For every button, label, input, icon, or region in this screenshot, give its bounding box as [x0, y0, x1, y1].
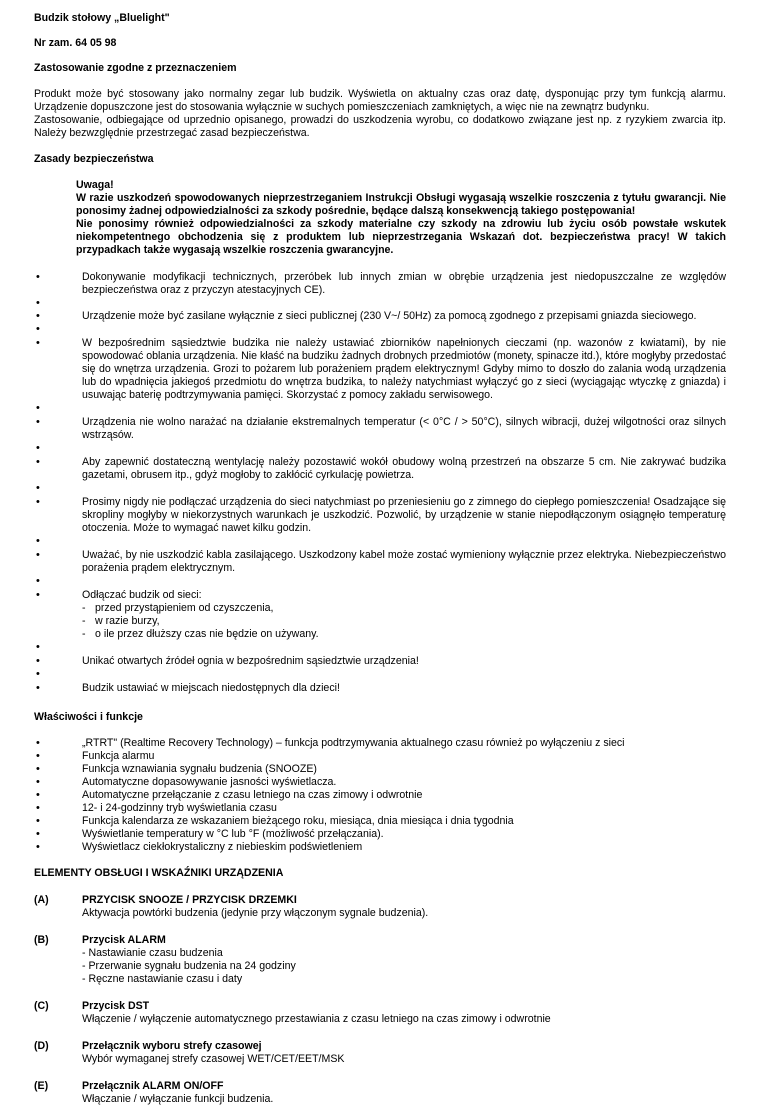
unplug-subitem: - w razie burzy, [82, 615, 726, 628]
feature-item: • „RTRT" (Realtime Recovery Technology) – funkcja podtrzymywania aktualnego czasu również po wyłączeniu z sieci [34, 737, 726, 750]
control-description: Włączenie / wyłączenie automatycznego przestawiania z czasu letniego na czas zimowy i odwrotnie [82, 1013, 551, 1025]
unplug-rule-text: Odłączać budzik od sieci: [82, 589, 202, 601]
features-list [34, 737, 726, 854]
list-item: • Uważać, by nie uszkodzić kabla zasilającego. Uszkodzony kabel może zostać wymieniony wyłącznie przez elektryka. Niebezpieczeństwo porażenia prądem elektrycznym. [34, 549, 726, 575]
feature-item: • Funkcja alarmu [34, 750, 726, 763]
control-description: Aktywacja powtórki budzenia (jedynie przy włączonym sygnale budzenia). [82, 907, 429, 919]
control-title: Przełącznik wyboru strefy czasowej [82, 1040, 262, 1052]
unplug-subitem: - o ile przez dłuższy czas nie będzie on używany. [82, 628, 726, 641]
control-element-c [34, 1000, 726, 1026]
warning-text: W razie uszkodzeń spowodowanych nieprzestrzeganiem Instrukcji Obsługi wygasają wszelkie roszczenia z tytułu gwarancji. Nie ponosimy żadnej odpowiedzialności za szkody pośrednie, będące dalszą konsekwencją takiego postępowania! [76, 192, 726, 217]
list-item: • Prosimy nigdy nie podłączać urządzenia do sieci natychmiast po przeniesieniu go z zimnego do ciepłego pomieszczenia! Osadzające się skropliny mogłyby w niekorzystnych warunkach je uszkodzić. Pozwolić, by urządzenie w stanie niepodłączonym osiągnęło temperaturę otoczenia. Może to wymagać nawet kilku godzin. [34, 496, 726, 535]
intended-use-paragraph: Produkt może być stosowany jako normalny zegar lub budzik. Wyświetla on aktualny czas oraz datę, dysponując przy tym funkcją alarmu. Urządzenie dopuszczone jest do stosowania wyłącznie w suchych pomieszczeniach zamkniętych, a więc nie na zewnątrz budynku. [34, 88, 726, 113]
feature-item: • Automatyczne dopasowywanie jasności wyświetlacza. [34, 776, 726, 789]
control-code: (E) [34, 1080, 49, 1092]
intended-use-heading: Zastosowanie zgodne z przeznaczeniem [34, 62, 237, 74]
control-description: - Przerwanie sygnału budzenia na 24 godziny [82, 960, 296, 972]
control-title: Przełącznik ALARM ON/OFF [82, 1080, 224, 1092]
feature-item: • Funkcja wznawiania sygnału budzenia (SNOOZE) [34, 763, 726, 776]
control-code: (B) [34, 934, 49, 946]
feature-item: • 12- i 24-godzinny tryb wyświetlania czasu [34, 802, 726, 815]
unplug-subitem: - przed przystąpieniem od czyszczenia, [82, 602, 726, 615]
list-item: • Budzik ustawiać w miejscach niedostępnych dla dzieci! [34, 682, 726, 695]
list-item: • Urządzenia nie wolno narażać na działanie ekstremalnych temperatur (< 0°C / > 50°C), silnych wibracji, dużej wilgotności oraz silnych wstrząsów. [34, 416, 726, 442]
controls-heading: ELEMENTY OBSŁUGI I WSKAŹNIKI URZĄDZENIA [34, 867, 284, 879]
control-description: - Nastawianie czasu budzenia [82, 947, 223, 959]
safety-heading: Zasady bezpieczeństwa [34, 153, 154, 165]
feature-item: • Funkcja kalendarza ze wskazaniem bieżącego roku, miesiąca, dnia miesiąca i dnia tygodnia [34, 815, 726, 828]
control-title: Przycisk ALARM [82, 934, 166, 946]
list-item: • W bezpośrednim sąsiedztwie budzika nie należy ustawiać zbiorników napełnionych cieczami (np. wazonów z kwiatami), by nie spowodować oblania urządzenia. Nie kłaść na budziku żadnych drobnych przedmiotów (monety, spinacze itd.), które mogłyby przedostać się do wnętrza urządzenia. Grozi to pożarem lub porażeniem prądem elektrycznym! Gdyby mimo to doszło do zalania wodą urządzenia lub do wpadnięcia jakiegoś przedmiotu do wnętrza budzika, to należy natychmiast wyłączyć go z sieci (wyciągając wtyczkę z gniazda) i usuwając baterię podtrzymywania pamięci. Skorzystać z pomocy zakładu serwisowego. [34, 337, 726, 402]
intended-use-paragraph: Zastosowanie, odbiegające od uprzednio opisanego, prowadzi do uszkodzenia wyrobu, co dodatkowo związane jest np. z ryzykiem zwarcia itp. Należy bezwzględnie przestrzegać zasad bezpieczeństwa. [34, 114, 726, 139]
control-description: Wybór wymaganej strefy czasowej WET/CET/EET/MSK [82, 1053, 345, 1065]
list-item: • Urządzenie może być zasilane wyłącznie z sieci publicznej (230 V~/ 50Hz) za pomocą zgodnego z przepisami gniazda sieciowego. [34, 310, 726, 323]
control-element-e [34, 1080, 726, 1106]
warning-text: Nie ponosimy również odpowiedzialności za szkody materialne czy szkody na zdrowiu lub życiu osób powstałe wskutek niekompetentnego obchodzenia się z produktem lub nieprzestrzegania Wskazań dot. bezpieczeństwa pracy! W takich przypadkach także wygasają wszelkie roszczenia gwarancyjne. [76, 218, 726, 256]
control-description: - Ręczne nastawianie czasu i daty [82, 973, 243, 985]
control-description: Włączanie / wyłączanie funkcji budzenia. [82, 1093, 274, 1105]
document-title: Budzik stołowy „Bluelight" [34, 12, 170, 24]
control-title: Przycisk DST [82, 1000, 150, 1012]
control-code: (C) [34, 1000, 49, 1012]
feature-item: • Wyświetlacz ciekłokrystaliczny z niebieskim podświetleniem [34, 841, 726, 854]
control-element-a [34, 894, 726, 920]
list-item: • Dokonywanie modyfikacji technicznych, przeróbek lub innych zmian w obrębie urządzenia jest niedopuszczalne ze względów bezpieczeństwa oraz z przyczyn atestacyjnych CE). [34, 271, 726, 297]
control-element-d [34, 1040, 726, 1066]
control-element-b [34, 934, 726, 986]
order-number: Nr zam. 64 05 98 [34, 37, 117, 49]
control-code: (A) [34, 894, 49, 906]
list-item: • Unikać otwartych źródeł ognia w bezpośrednim sąsiedztwie urządzenia! [34, 655, 726, 668]
feature-item: • Automatyczne przełączanie z czasu letniego na czas zimowy i odwrotnie [34, 789, 726, 802]
warning-label: Uwaga! [76, 179, 114, 191]
safety-rules-list [34, 271, 726, 695]
warning-box [76, 179, 726, 257]
feature-item: • Wyświetlanie temperatury w °C lub °F (możliwość przełączania). [34, 828, 726, 841]
control-title: PRZYCISK SNOOZE / PRZYCISK DRZEMKI [82, 894, 297, 906]
list-item: • Aby zapewnić dostateczną wentylację należy pozostawić wokół obudowy wolną przestrzeń na obszarze 5 cm. Nie zakrywać budzika gazetami, obrusem itp., gdyż mogłoby to zakłócić cyrkulację powietrza. [34, 456, 726, 482]
list-item-unplug [34, 589, 726, 641]
features-heading: Właściwości i funkcje [34, 711, 143, 723]
control-code: (D) [34, 1040, 49, 1052]
